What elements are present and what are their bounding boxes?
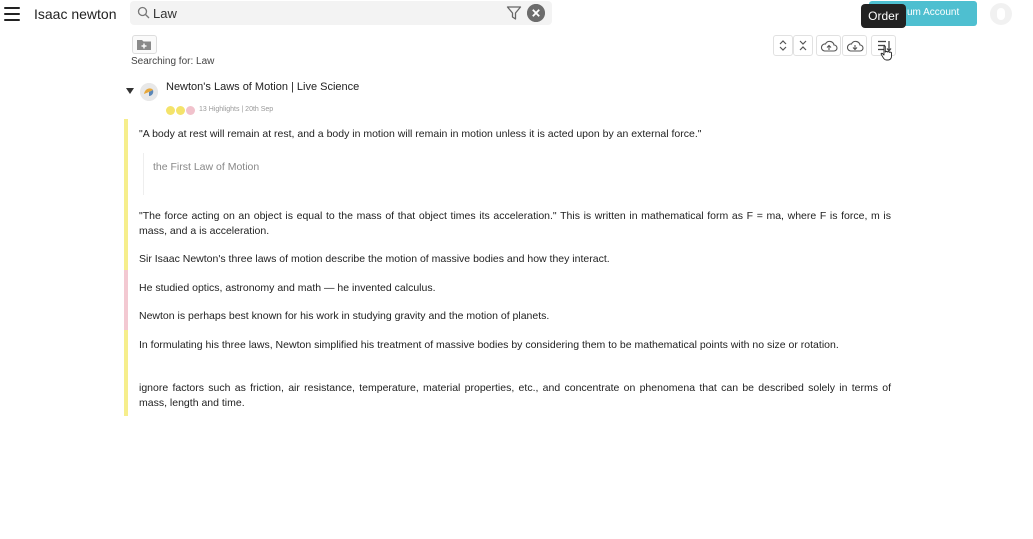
highlight-text[interactable]: Sir Isaac Newton's three laws of motion describe the motion of massive bodies and how they interact.: [139, 253, 610, 265]
order-tooltip: Order: [861, 4, 906, 28]
highlight-bar: [124, 270, 128, 330]
add-folder-button[interactable]: [132, 35, 157, 54]
download-button[interactable]: [842, 35, 867, 56]
avatar[interactable]: [990, 3, 1012, 25]
highlight-note[interactable]: the First Law of Motion: [153, 161, 260, 173]
highlight-text[interactable]: "The force acting on an object is equal to the mass of that object times its acceleration." This is written in mathematical form as F = ma, where F is force, m is mass, and a is acceleration.: [139, 210, 891, 237]
highlight-text[interactable]: "A body at rest will remain at rest, and a body in motion will remain in motion unless it is acted upon by an external force.": [139, 128, 702, 140]
document-meta: 13 Highlights | 20th Sep: [199, 106, 274, 113]
note-divider: [143, 153, 144, 195]
upload-button[interactable]: [816, 35, 841, 56]
search-icon: [137, 6, 150, 19]
collapse-document-caret[interactable]: [126, 88, 134, 94]
app-title: Isaac newton: [34, 6, 117, 22]
color-dot: [186, 106, 195, 115]
highlight-text[interactable]: ignore factors such as friction, air resistance, temperature, material properties, etc., and concentrate on phenomena that can be described solely in terms of mass, length and time.: [139, 382, 891, 409]
collapse-all-button[interactable]: [793, 35, 813, 56]
live-science-logo-icon: [140, 83, 158, 101]
highlight-text[interactable]: He studied optics, astronomy and math — he invented calculus.: [139, 282, 436, 294]
highlight-color-dots: [166, 106, 196, 115]
premium-account-button[interactable]: um Account: [869, 1, 977, 26]
clear-search-icon[interactable]: [527, 4, 545, 22]
cloud-download-icon: [846, 40, 864, 52]
hand-pointer-icon: [880, 45, 893, 61]
expand-all-button[interactable]: [773, 35, 793, 56]
searching-for-label: Searching for: Law: [131, 56, 215, 67]
folder-plus-icon: [133, 36, 156, 53]
color-dot: [176, 106, 185, 115]
cloud-upload-icon: [820, 40, 838, 52]
filter-icon[interactable]: [506, 5, 522, 21]
highlight-bar: [124, 119, 128, 270]
document-title[interactable]: Newton's Laws of Motion | Live Science: [166, 81, 360, 93]
hamburger-menu-icon[interactable]: [4, 6, 20, 22]
highlight-text[interactable]: In formulating his three laws, Newton simplified his treatment of massive bodies by considering them to be mathematical points with no size or rotation.: [139, 339, 839, 351]
search-input[interactable]: [153, 4, 493, 22]
site-favicon: [140, 83, 158, 101]
highlight-text[interactable]: Newton is perhaps best known for his work in studying gravity and the motion of planets.: [139, 310, 550, 322]
collapse-icon: [798, 39, 808, 52]
highlight-bar: [124, 330, 128, 416]
color-dot: [166, 106, 175, 115]
expand-collapse-icon: [778, 39, 788, 52]
search-bar: [130, 1, 552, 25]
